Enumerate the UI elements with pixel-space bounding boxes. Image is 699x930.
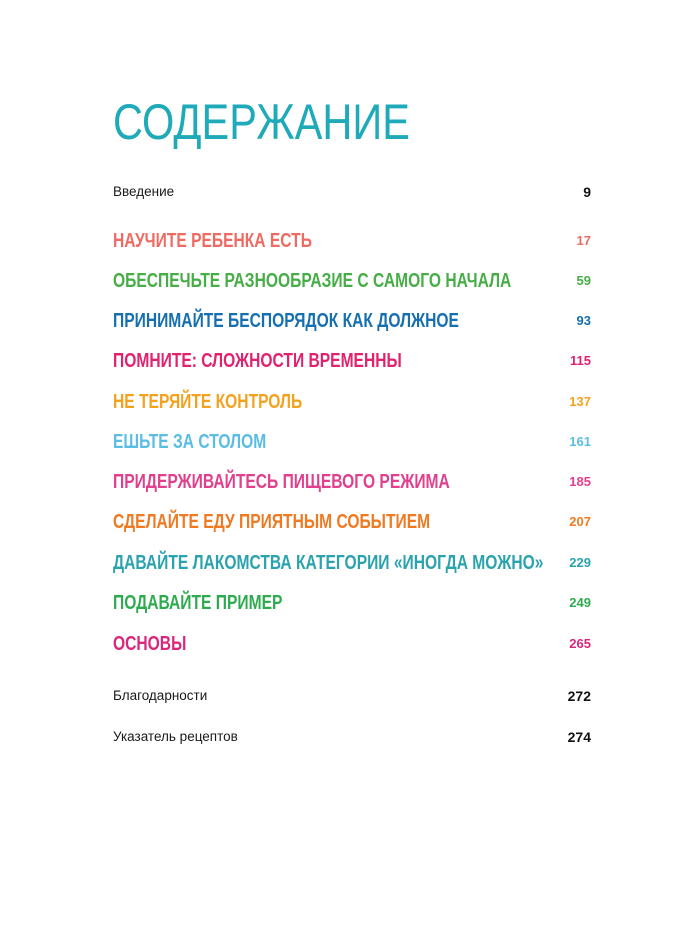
toc-chapter-7[interactable] <box>113 469 591 495</box>
toc-chapter-label: ПРИНИМАЙТЕ БЕСПОРЯДОК КАК ДОЛЖНОЕ <box>113 310 459 332</box>
toc-chapter-label: ДАВАЙТЕ ЛАКОМСТВА КАТЕГОРИИ «ИНОГДА МОЖНО» <box>113 552 544 574</box>
page-title: СОДЕРЖАНИЕ <box>113 94 410 150</box>
toc-entry-recipe-index[interactable] <box>113 724 591 750</box>
toc-chapter-page: 161 <box>569 434 591 449</box>
toc-chapter-label: ПРИДЕРЖИВАЙТЕСЬ ПИЩЕВОГО РЕЖИМА <box>113 471 450 493</box>
toc-chapter-6[interactable] <box>113 429 591 455</box>
toc-entry-label: Указатель рецептов <box>113 729 238 744</box>
toc-chapter-2[interactable] <box>113 268 591 294</box>
toc-chapter-5[interactable] <box>113 389 591 415</box>
toc-entry-page: 272 <box>567 688 591 704</box>
toc-chapter-page: 229 <box>569 555 591 570</box>
toc-chapter-10[interactable] <box>113 590 591 616</box>
toc-chapter-page: 59 <box>576 273 591 288</box>
toc-chapter-page: 207 <box>569 514 591 529</box>
toc-chapter-label: СДЕЛАЙТЕ ЕДУ ПРИЯТНЫМ СОБЫТИЕМ <box>113 511 431 533</box>
toc-entry-acknowledgements[interactable] <box>113 683 591 709</box>
toc-chapter-page: 185 <box>569 474 591 489</box>
toc-chapter-9[interactable] <box>113 550 591 576</box>
toc-chapter-3[interactable] <box>113 308 591 334</box>
toc-entry-label: Благодарности <box>113 688 208 703</box>
toc-chapter-label: ПОМНИТЕ: СЛОЖНОСТИ ВРЕМЕННЫ <box>113 350 402 372</box>
toc-chapter-8[interactable] <box>113 509 591 535</box>
toc-chapter-label: НЕ ТЕРЯЙТЕ КОНТРОЛЬ <box>113 391 303 413</box>
toc-chapter-4[interactable] <box>113 348 591 374</box>
toc-chapter-label: ОСНОВЫ <box>113 633 187 655</box>
toc-chapter-label: НАУЧИТЕ РЕБЕНКА ЕСТЬ <box>113 230 312 252</box>
toc-chapter-label: ПОДАВАЙТЕ ПРИМЕР <box>113 592 283 614</box>
toc-entry-label: Введение <box>113 184 175 199</box>
toc-entry-page: 9 <box>583 184 591 200</box>
toc-chapter-1[interactable] <box>113 228 591 254</box>
toc-chapter-label: ЕШЬТЕ ЗА СТОЛОМ <box>113 431 267 453</box>
toc-chapter-label: ОБЕСПЕЧЬТЕ РАЗНООБРАЗИЕ С САМОГО НАЧАЛА <box>113 270 512 292</box>
toc-chapter-page: 17 <box>576 233 591 248</box>
toc-chapter-11[interactable] <box>113 631 591 657</box>
toc-chapter-page: 249 <box>569 595 591 610</box>
toc-chapter-page: 265 <box>569 636 591 651</box>
toc-chapter-page: 137 <box>569 394 591 409</box>
toc-entry-intro[interactable] <box>113 179 591 205</box>
toc-chapter-page: 93 <box>576 313 591 328</box>
toc-chapter-page: 115 <box>570 353 591 368</box>
toc-entry-page: 274 <box>567 729 591 745</box>
